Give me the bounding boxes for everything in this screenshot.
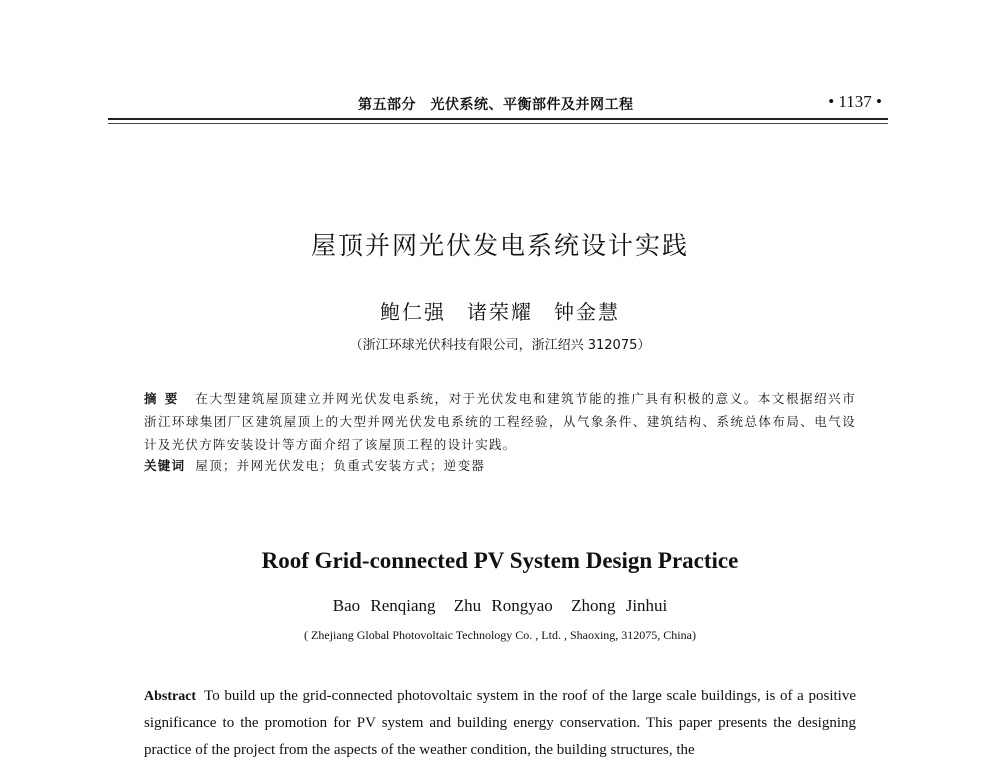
english-affiliation: ( Zhejiang Global Photovoltaic Technology Co. , Ltd. , Shaoxing, 312075, China) bbox=[304, 628, 696, 642]
page-number: • 1137 • bbox=[828, 92, 882, 111]
author-2: 诸荣耀 bbox=[467, 302, 533, 324]
running-header bbox=[108, 92, 888, 114]
chinese-keywords-label: 关键词 bbox=[144, 458, 186, 473]
chinese-abstract-text: 在大型建筑屋顶建立并网光伏发电系统，对于光伏发电和建筑节能的推广具有积极的意义。本文根据绍兴市浙江环球集团厂区建筑屋顶上的大型并网光伏发电系统的工程经验，从气象条件、建筑结构、系统总体布局、电气设计及光伏方阵安装设计等方面介绍了该屋顶工程的设计实践。 bbox=[144, 392, 856, 452]
chinese-abstract-label: 摘要 bbox=[144, 391, 186, 406]
chinese-keywords bbox=[144, 456, 856, 474]
chinese-abstract bbox=[144, 387, 856, 457]
section-title: 第五部分 光伏系统、平衡部件及并网工程 bbox=[358, 97, 634, 113]
english-title: Roof Grid-connected PV System Design Practice bbox=[261, 548, 739, 573]
author-1: 鲍仁强 bbox=[380, 302, 446, 324]
header-rule-thin bbox=[108, 123, 888, 124]
chinese-authors bbox=[0, 296, 1000, 325]
author-3: 钟金慧 bbox=[554, 302, 620, 324]
chinese-affiliation: （浙江环球光伏科技有限公司，浙江绍兴 312075） bbox=[349, 338, 651, 353]
author-2-en: Zhu Rongyao bbox=[453, 596, 553, 615]
chinese-title: 屋顶并网光伏发电系统设计实践 bbox=[310, 231, 689, 260]
english-authors bbox=[0, 596, 1000, 616]
author-1-en: Bao Renqiang bbox=[332, 596, 436, 615]
header-rule-thick bbox=[108, 118, 888, 120]
chinese-keywords-text: 屋顶；并网光伏发电；负重式安装方式；逆变器 bbox=[195, 459, 486, 473]
author-3-en: Zhong Jinhui bbox=[571, 596, 668, 615]
english-abstract-text: To build up the grid-connected photovoltaic system in the roof of the large scale buildings, is of a positive significance to the promotion for PV system and building energy conservation. This paper presents the designing practice of the project from the aspects of the weather condition, the building structures, the bbox=[144, 688, 856, 758]
english-abstract bbox=[144, 683, 856, 764]
english-abstract-label: Abstract bbox=[144, 689, 197, 704]
